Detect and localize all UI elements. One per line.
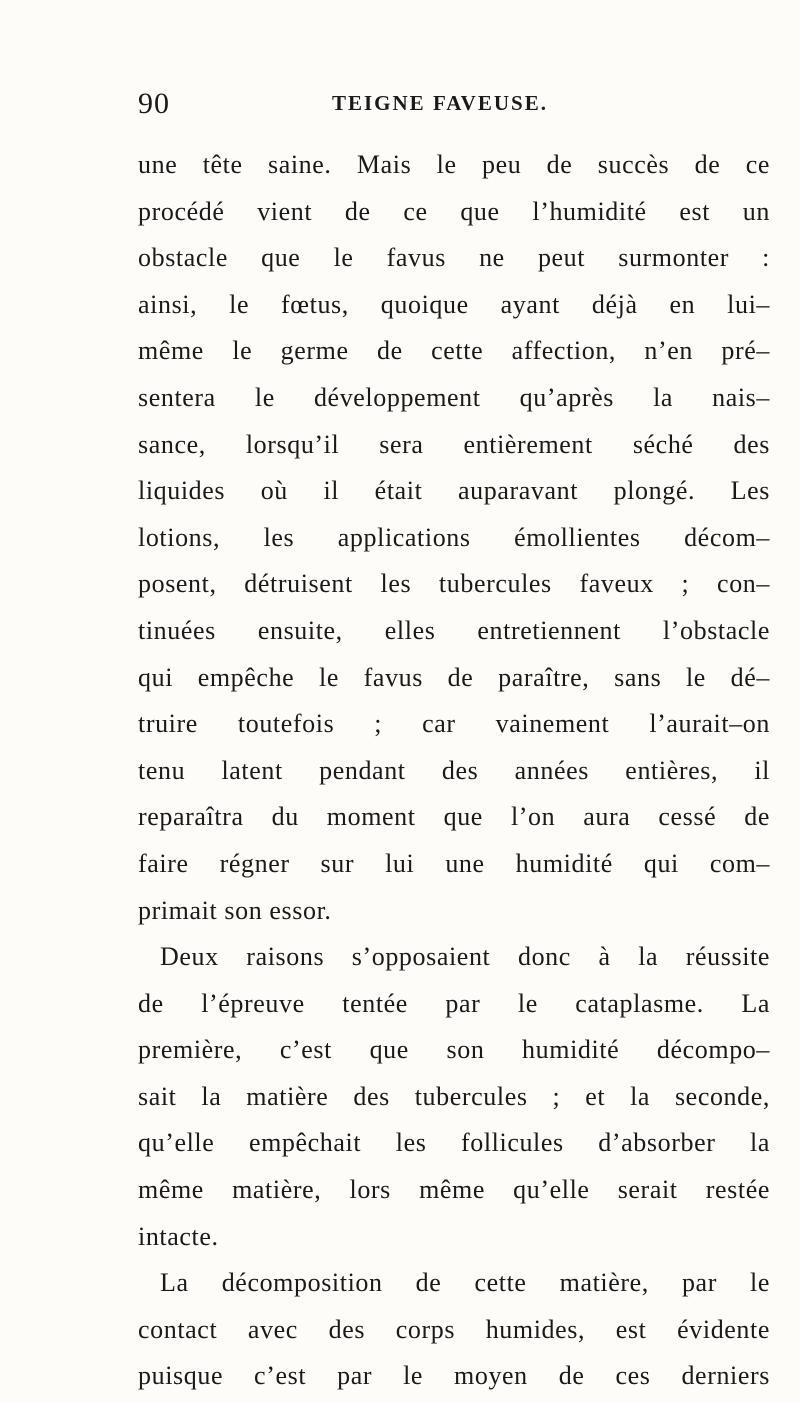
text-line: première, c’est que son humidité décompo–	[138, 1035, 770, 1065]
text-line: contact avec des corps humides, est évidente	[138, 1314, 770, 1344]
text-line: procédé vient de ce que l’humidité est un	[138, 196, 770, 226]
text-line: sentera le développement qu’après la nais–	[138, 382, 770, 412]
text-line: tenu latent pendant des années entières, il	[138, 755, 770, 785]
text-line: puisque c’est par le moyen de ces derniers	[138, 1361, 770, 1391]
text-line: qui empêche le favus de paraître, sans le dé–	[138, 662, 770, 692]
text-line: liquides où il était auparavant plongé. Les	[138, 476, 770, 506]
text-line: truire toutefois ; car vainement l’aurait–on	[138, 709, 770, 739]
text-line: ainsi, le fœtus, quoique ayant déjà en lui–	[138, 289, 770, 319]
text-line: qu’elle empêchait les follicules d’absorber la	[138, 1128, 770, 1158]
running-head	[138, 87, 778, 127]
text-line: intacte.	[138, 1221, 219, 1251]
text-line: même matière, lors même qu’elle serait restée	[138, 1175, 770, 1205]
text-line: une tête saine. Mais le peu de succès de ce	[138, 150, 770, 179]
page-number: 90	[138, 87, 170, 120]
text-line: sait la matière des tubercules ; et la seconde,	[138, 1081, 770, 1111]
text-line: sance, lorsqu’il sera entièrement séché des	[138, 429, 770, 459]
text-line: tinuées ensuite, elles entretiennent l’obstacle	[138, 615, 770, 645]
text-line: obstacle que le favus ne peut surmonter :	[138, 243, 770, 273]
text-line: de l’épreuve tentée par le cataplasme. La	[138, 988, 770, 1018]
running-title: TEIGNE FAVEUSE.	[332, 91, 548, 115]
text-line: Deux raisons s’opposaient donc à la réussite	[160, 942, 770, 972]
text-line: même le germe de cette affection, n’en pré–	[138, 336, 770, 366]
text-line: posent, détruisent les tubercules faveux ; con–	[138, 569, 770, 599]
text-line: reparaîtra du moment que l’on aura cessé de	[138, 802, 770, 832]
body-text	[138, 142, 770, 1400]
text-line: La décomposition de cette matière, par le	[160, 1268, 770, 1298]
text-line: faire régner sur lui une humidité qui com–	[138, 848, 770, 878]
text-line: primait son essor.	[138, 895, 332, 925]
text-line: lotions, les applications émollientes décom–	[138, 522, 770, 552]
